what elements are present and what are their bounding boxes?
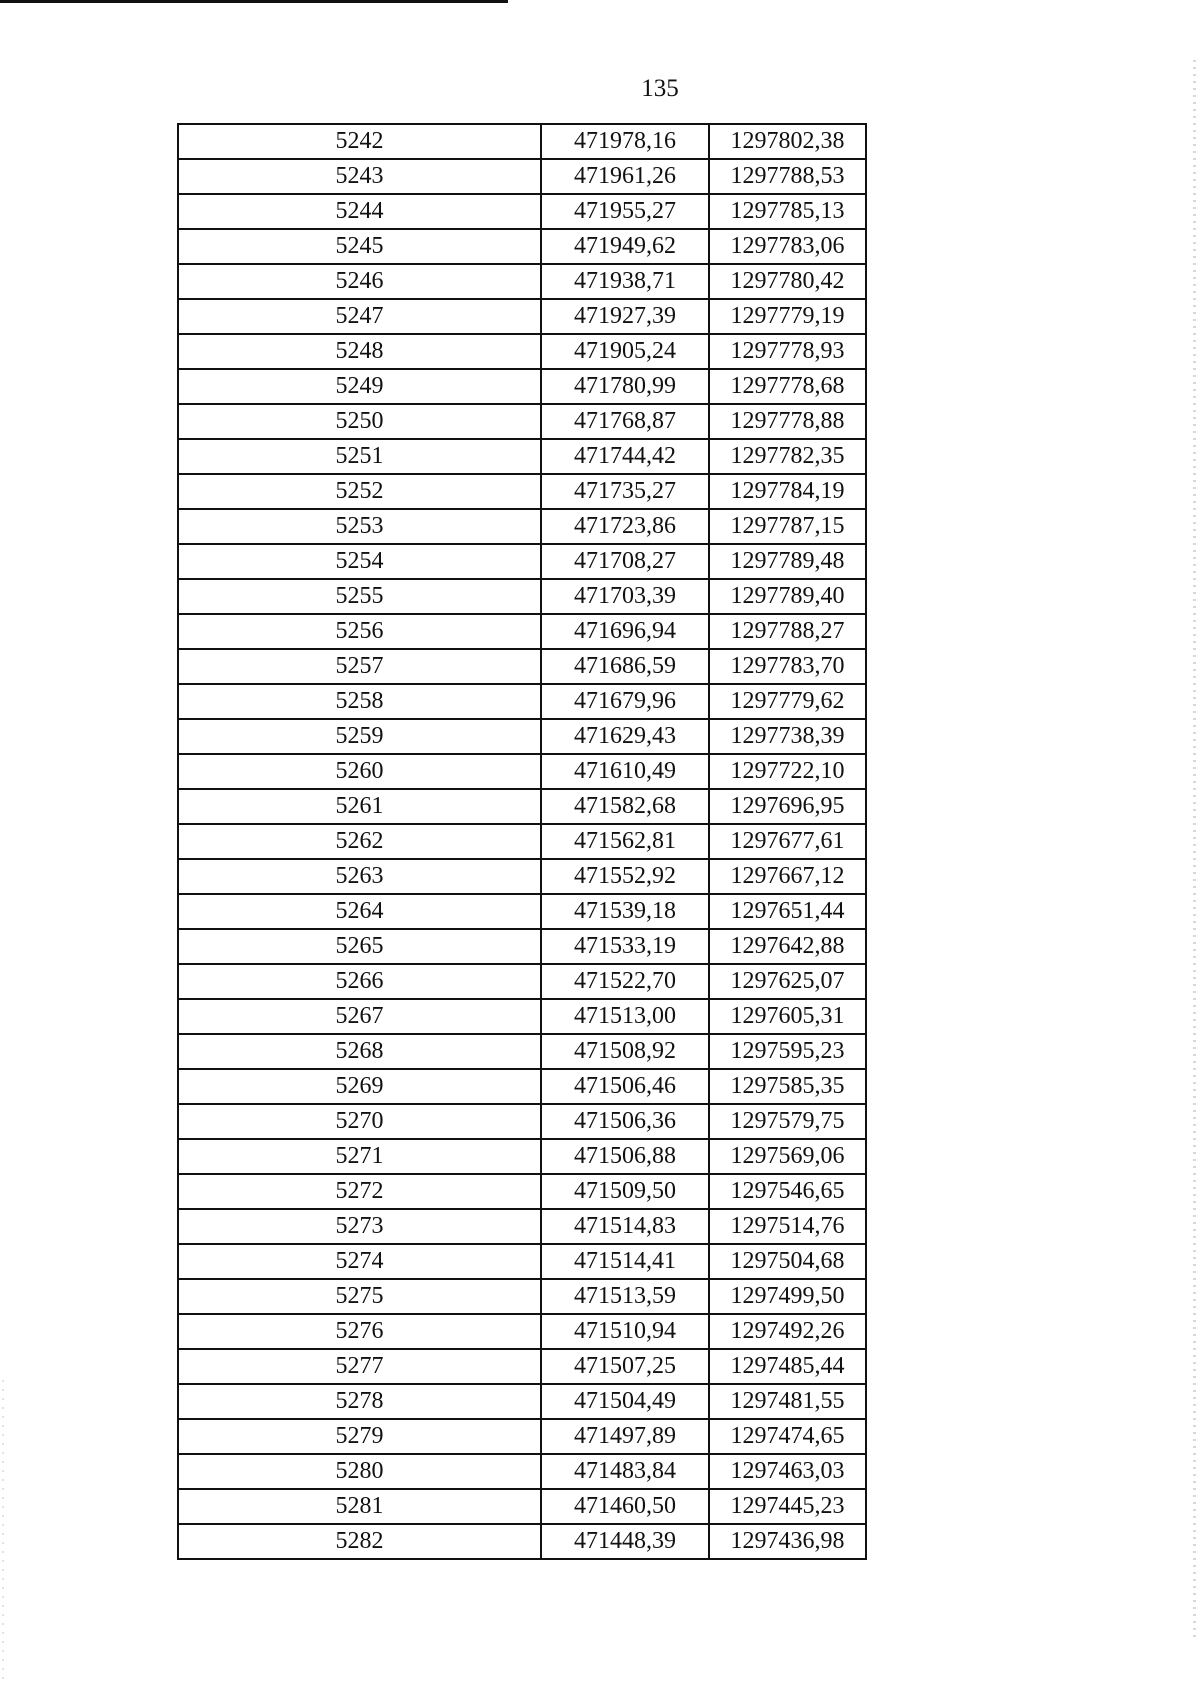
table-row — [178, 1454, 866, 1489]
point-number-cell: 5251 — [178, 439, 541, 474]
table-row — [178, 824, 866, 859]
x-coordinate-cell: 471735,27 — [541, 474, 709, 509]
y-coordinate-cell: 1297785,13 — [709, 194, 866, 229]
table-row — [178, 1139, 866, 1174]
point-number-cell: 5246 — [178, 264, 541, 299]
table-row — [178, 859, 866, 894]
y-coordinate-cell: 1297595,23 — [709, 1034, 866, 1069]
y-coordinate-cell: 1297738,39 — [709, 719, 866, 754]
x-coordinate-cell: 471961,26 — [541, 159, 709, 194]
point-number-cell: 5253 — [178, 509, 541, 544]
table-row — [178, 194, 866, 229]
x-coordinate-cell: 471552,92 — [541, 859, 709, 894]
y-coordinate-cell: 1297546,65 — [709, 1174, 866, 1209]
y-coordinate-cell: 1297569,06 — [709, 1139, 866, 1174]
point-number-cell: 5262 — [178, 824, 541, 859]
y-coordinate-cell: 1297787,15 — [709, 509, 866, 544]
x-coordinate-cell: 471708,27 — [541, 544, 709, 579]
table-row — [178, 1524, 866, 1559]
x-coordinate-cell: 471686,59 — [541, 649, 709, 684]
x-coordinate-cell: 471514,41 — [541, 1244, 709, 1279]
x-coordinate-cell: 471723,86 — [541, 509, 709, 544]
table-row — [178, 1279, 866, 1314]
table-row — [178, 369, 866, 404]
y-coordinate-cell: 1297778,93 — [709, 334, 866, 369]
point-number-cell: 5244 — [178, 194, 541, 229]
y-coordinate-cell: 1297789,48 — [709, 544, 866, 579]
y-coordinate-cell: 1297677,61 — [709, 824, 866, 859]
y-coordinate-cell: 1297463,03 — [709, 1454, 866, 1489]
table-row — [178, 1174, 866, 1209]
point-number-cell: 5267 — [178, 999, 541, 1034]
table-row — [178, 159, 866, 194]
y-coordinate-cell: 1297788,27 — [709, 614, 866, 649]
coordinates-table-body — [178, 124, 866, 1559]
point-number-cell: 5277 — [178, 1349, 541, 1384]
y-coordinate-cell: 1297783,70 — [709, 649, 866, 684]
point-number-cell: 5279 — [178, 1419, 541, 1454]
y-coordinate-cell: 1297779,19 — [709, 299, 866, 334]
table-row — [178, 1244, 866, 1279]
point-number-cell: 5250 — [178, 404, 541, 439]
table-row — [178, 754, 866, 789]
x-coordinate-cell: 471780,99 — [541, 369, 709, 404]
table-row — [178, 929, 866, 964]
x-coordinate-cell: 471497,89 — [541, 1419, 709, 1454]
point-number-cell: 5281 — [178, 1489, 541, 1524]
table-row — [178, 509, 866, 544]
x-coordinate-cell: 471679,96 — [541, 684, 709, 719]
y-coordinate-cell: 1297784,19 — [709, 474, 866, 509]
x-coordinate-cell: 471539,18 — [541, 894, 709, 929]
table-row — [178, 474, 866, 509]
x-coordinate-cell: 471508,92 — [541, 1034, 709, 1069]
x-coordinate-cell: 471703,39 — [541, 579, 709, 614]
point-number-cell: 5280 — [178, 1454, 541, 1489]
table-row — [178, 1069, 866, 1104]
x-coordinate-cell: 471629,43 — [541, 719, 709, 754]
table-row — [178, 684, 866, 719]
x-coordinate-cell: 471507,25 — [541, 1349, 709, 1384]
x-coordinate-cell: 471949,62 — [541, 229, 709, 264]
table-row — [178, 964, 866, 999]
point-number-cell: 5256 — [178, 614, 541, 649]
x-coordinate-cell: 471513,00 — [541, 999, 709, 1034]
x-coordinate-cell: 471504,49 — [541, 1384, 709, 1419]
point-number-cell: 5258 — [178, 684, 541, 719]
table-row — [178, 719, 866, 754]
x-coordinate-cell: 471610,49 — [541, 754, 709, 789]
point-number-cell: 5252 — [178, 474, 541, 509]
point-number-cell: 5266 — [178, 964, 541, 999]
y-coordinate-cell: 1297642,88 — [709, 929, 866, 964]
table-row — [178, 999, 866, 1034]
point-number-cell: 5261 — [178, 789, 541, 824]
scan-edge-right — [1193, 60, 1196, 1640]
y-coordinate-cell: 1297788,53 — [709, 159, 866, 194]
table-row — [178, 1489, 866, 1524]
point-number-cell: 5242 — [178, 124, 541, 159]
y-coordinate-cell: 1297485,44 — [709, 1349, 866, 1384]
table-row — [178, 1349, 866, 1384]
x-coordinate-cell: 471744,42 — [541, 439, 709, 474]
y-coordinate-cell: 1297779,62 — [709, 684, 866, 719]
x-coordinate-cell: 471522,70 — [541, 964, 709, 999]
table-row — [178, 1209, 866, 1244]
table-row — [178, 404, 866, 439]
y-coordinate-cell: 1297667,12 — [709, 859, 866, 894]
table-row — [178, 789, 866, 824]
point-number-cell: 5263 — [178, 859, 541, 894]
x-coordinate-cell: 471938,71 — [541, 264, 709, 299]
table-row — [178, 894, 866, 929]
x-coordinate-cell: 471510,94 — [541, 1314, 709, 1349]
point-number-cell: 5259 — [178, 719, 541, 754]
y-coordinate-cell: 1297504,68 — [709, 1244, 866, 1279]
table-row — [178, 614, 866, 649]
x-coordinate-cell: 471506,88 — [541, 1139, 709, 1174]
y-coordinate-cell: 1297696,95 — [709, 789, 866, 824]
y-coordinate-cell: 1297585,35 — [709, 1069, 866, 1104]
y-coordinate-cell: 1297445,23 — [709, 1489, 866, 1524]
point-number-cell: 5264 — [178, 894, 541, 929]
coordinates-table — [177, 123, 867, 1560]
y-coordinate-cell: 1297625,07 — [709, 964, 866, 999]
page-number: 135 — [641, 75, 679, 102]
point-number-cell: 5276 — [178, 1314, 541, 1349]
point-number-cell: 5271 — [178, 1139, 541, 1174]
point-number-cell: 5243 — [178, 159, 541, 194]
y-coordinate-cell: 1297778,88 — [709, 404, 866, 439]
x-coordinate-cell: 471509,50 — [541, 1174, 709, 1209]
point-number-cell: 5257 — [178, 649, 541, 684]
point-number-cell: 5273 — [178, 1209, 541, 1244]
y-coordinate-cell: 1297651,44 — [709, 894, 866, 929]
y-coordinate-cell: 1297780,42 — [709, 264, 866, 299]
point-number-cell: 5248 — [178, 334, 541, 369]
x-coordinate-cell: 471978,16 — [541, 124, 709, 159]
y-coordinate-cell: 1297783,06 — [709, 229, 866, 264]
x-coordinate-cell: 471768,87 — [541, 404, 709, 439]
table-row — [178, 1104, 866, 1139]
x-coordinate-cell: 471460,50 — [541, 1489, 709, 1524]
y-coordinate-cell: 1297474,65 — [709, 1419, 866, 1454]
point-number-cell: 5268 — [178, 1034, 541, 1069]
top-edge-rule — [0, 0, 508, 3]
point-number-cell: 5272 — [178, 1174, 541, 1209]
y-coordinate-cell: 1297722,10 — [709, 754, 866, 789]
x-coordinate-cell: 471506,36 — [541, 1104, 709, 1139]
x-coordinate-cell: 471562,81 — [541, 824, 709, 859]
y-coordinate-cell: 1297481,55 — [709, 1384, 866, 1419]
x-coordinate-cell: 471506,46 — [541, 1069, 709, 1104]
table-row — [178, 1419, 866, 1454]
y-coordinate-cell: 1297514,76 — [709, 1209, 866, 1244]
y-coordinate-cell: 1297778,68 — [709, 369, 866, 404]
table-row — [178, 544, 866, 579]
y-coordinate-cell: 1297802,38 — [709, 124, 866, 159]
point-number-cell: 5254 — [178, 544, 541, 579]
table-row — [178, 579, 866, 614]
x-coordinate-cell: 471533,19 — [541, 929, 709, 964]
table-row — [178, 229, 866, 264]
scan-edge-left — [2, 1380, 4, 1680]
point-number-cell: 5247 — [178, 299, 541, 334]
point-number-cell: 5270 — [178, 1104, 541, 1139]
x-coordinate-cell: 471927,39 — [541, 299, 709, 334]
x-coordinate-cell: 471696,94 — [541, 614, 709, 649]
x-coordinate-cell: 471513,59 — [541, 1279, 709, 1314]
y-coordinate-cell: 1297499,50 — [709, 1279, 866, 1314]
point-number-cell: 5282 — [178, 1524, 541, 1559]
table-row — [178, 299, 866, 334]
x-coordinate-cell: 471483,84 — [541, 1454, 709, 1489]
table-row — [178, 439, 866, 474]
point-number-cell: 5255 — [178, 579, 541, 614]
table-row — [178, 1314, 866, 1349]
y-coordinate-cell: 1297579,75 — [709, 1104, 866, 1139]
x-coordinate-cell: 471582,68 — [541, 789, 709, 824]
point-number-cell: 5245 — [178, 229, 541, 264]
y-coordinate-cell: 1297789,40 — [709, 579, 866, 614]
x-coordinate-cell: 471514,83 — [541, 1209, 709, 1244]
y-coordinate-cell: 1297492,26 — [709, 1314, 866, 1349]
table-row — [178, 1034, 866, 1069]
table-row — [178, 264, 866, 299]
point-number-cell: 5275 — [178, 1279, 541, 1314]
point-number-cell: 5265 — [178, 929, 541, 964]
x-coordinate-cell: 471448,39 — [541, 1524, 709, 1559]
point-number-cell: 5260 — [178, 754, 541, 789]
table-row — [178, 649, 866, 684]
point-number-cell: 5274 — [178, 1244, 541, 1279]
y-coordinate-cell: 1297605,31 — [709, 999, 866, 1034]
x-coordinate-cell: 471905,24 — [541, 334, 709, 369]
x-coordinate-cell: 471955,27 — [541, 194, 709, 229]
point-number-cell: 5269 — [178, 1069, 541, 1104]
y-coordinate-cell: 1297782,35 — [709, 439, 866, 474]
point-number-cell: 5278 — [178, 1384, 541, 1419]
table-row — [178, 124, 866, 159]
y-coordinate-cell: 1297436,98 — [709, 1524, 866, 1559]
table-row — [178, 334, 866, 369]
table-row — [178, 1384, 866, 1419]
point-number-cell: 5249 — [178, 369, 541, 404]
